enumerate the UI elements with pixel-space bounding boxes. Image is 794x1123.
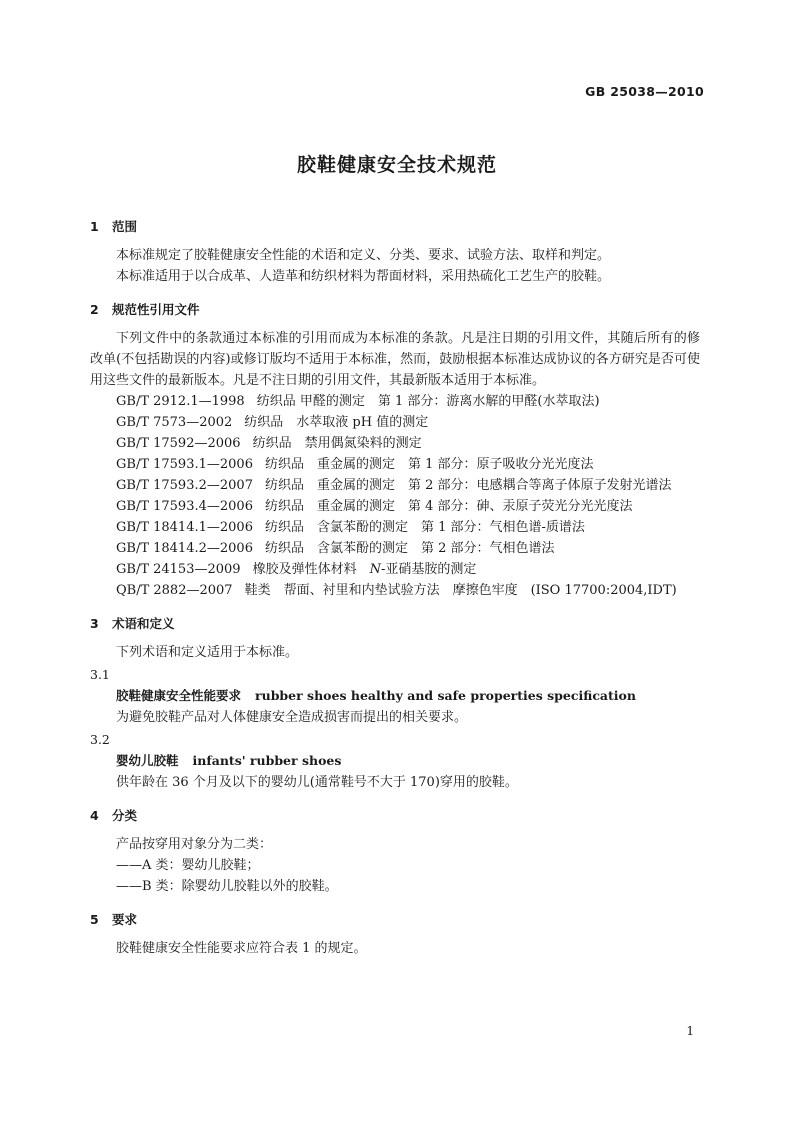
term-zh: 婴幼儿胶鞋 [116, 753, 179, 768]
reference-code: QB/T 2882—2007 [116, 583, 233, 598]
reference-code: GB/T 17593.2—2007 [116, 478, 253, 493]
page-number: 1 [686, 1024, 694, 1038]
reference-title [253, 562, 477, 577]
reference-title: 纺织品 甲醛的测定 第 1 部分：游离水解的甲醛(水萃取法) [256, 394, 600, 409]
reference-item [90, 412, 700, 433]
term-zh: 胶鞋健康安全性能要求 [116, 688, 242, 703]
subsection-number: 3.2 [90, 732, 110, 747]
document-body [90, 216, 700, 959]
paragraph: 产品按穿用对象分为二类： [116, 837, 273, 852]
reference-title: 鞋类 帮面、衬里和内垫试验方法 摩擦色牢度 (ISO 17700:2004,IDT) [244, 583, 677, 598]
reference-title-part: -亚硝基胺的测定 [380, 562, 477, 577]
document-title: 胶鞋健康安全技术规范 [296, 154, 497, 176]
list-item: ——A 类：婴幼儿胶鞋； [116, 858, 260, 873]
paragraph: 胶鞋健康安全性能要求应符合表 1 的规定。 [116, 941, 367, 956]
reference-code: GB/T 24153—2009 [116, 562, 241, 577]
reference-item [90, 433, 700, 454]
reference-code: GB/T 17593.4—2006 [116, 499, 253, 514]
reference-title: 纺织品 水萃取液 pH 值的测定 [244, 415, 429, 430]
reference-item [90, 580, 700, 601]
standard-number: GB 25038—2010 [585, 84, 704, 99]
section-number: 2 [90, 302, 99, 317]
section-heading-terms-definitions [90, 613, 700, 635]
term-en: rubber shoes healthy and safe properties specification [255, 688, 636, 703]
term-entry [90, 750, 700, 772]
term-definition: 为避免胶鞋产品对人体健康安全造成损害而提出的相关要求。 [116, 710, 468, 725]
paragraph: 本标准适用于以合成革、人造革和纺织材料为帮面材料，采用热硫化工艺生产的胶鞋。 [116, 269, 611, 284]
paragraph: 下列文件中的条款通过本标准的引用而成为本标准的条款。凡是注日期的引用文件，其随后所有的修改单(不包括勘误的内容)或修订版均不适用于本标准，然而，鼓励根据本标准达成协议的各方研究是否可使用这些文件的最新版本。凡是不注日期的引用文件，其最新版本适用于本标准。 [90, 331, 700, 388]
reference-code: GB/T 2912.1—1998 [116, 394, 245, 409]
section-number: 4 [90, 808, 99, 823]
section-number: 5 [90, 912, 99, 927]
subsection-number: 3.1 [90, 667, 110, 682]
section-title: 术语和定义 [112, 616, 175, 631]
reference-code: GB/T 17592—2006 [116, 436, 241, 451]
term-definition: 供年龄在 36 个月及以下的婴幼儿(通常鞋号不大于 170)穿用的胶鞋。 [116, 775, 518, 790]
reference-title: 纺织品 含氯苯酚的测定 第 2 部分：气相色谱法 [264, 541, 555, 556]
reference-title: 纺织品 重金属的测定 第 2 部分：电感耦合等离子体原子发射光谱法 [264, 478, 672, 493]
section-heading-normative-references [90, 299, 700, 321]
reference-title: 纺织品 重金属的测定 第 1 部分：原子吸收分光光度法 [264, 457, 594, 472]
reference-code: GB/T 7573—2002 [116, 415, 233, 430]
section-title: 分类 [112, 808, 138, 823]
reference-title: 纺织品 重金属的测定 第 4 部分：砷、汞原子荧光分光光度法 [264, 499, 633, 514]
section-title: 要求 [112, 912, 138, 927]
section-number: 1 [90, 219, 99, 234]
reference-item [90, 475, 700, 496]
reference-item [90, 454, 700, 475]
reference-code: GB/T 18414.1—2006 [116, 520, 253, 535]
reference-title: 纺织品 禁用偶氮染料的测定 [252, 436, 422, 451]
section-heading-requirements [90, 909, 700, 931]
reference-item [90, 517, 700, 538]
paragraph: 下列术语和定义适用于本标准。 [116, 645, 299, 660]
section-number: 3 [90, 616, 99, 631]
reference-title-part: 橡胶及弹性体材料 [252, 562, 370, 577]
reference-title-italic: N [369, 562, 381, 577]
reference-item [90, 391, 700, 412]
paragraph: 本标准规定了胶鞋健康安全性能的术语和定义、分类、要求、试验方法、取样和判定。 [116, 248, 611, 263]
section-heading-scope [90, 216, 700, 238]
term-entry [90, 685, 700, 707]
section-heading-classification [90, 805, 700, 827]
list-item: ——B 类：除婴幼儿胶鞋以外的胶鞋。 [116, 879, 338, 894]
reference-code: GB/T 18414.2—2006 [116, 541, 253, 556]
reference-title: 纺织品 含氯苯酚的测定 第 1 部分：气相色谱-质谱法 [264, 520, 585, 535]
reference-item [90, 496, 700, 517]
section-title: 规范性引用文件 [112, 302, 200, 317]
term-en: infants' rubber shoes [192, 753, 342, 768]
reference-item [90, 538, 700, 559]
reference-code: GB/T 17593.1—2006 [116, 457, 253, 472]
reference-item [90, 559, 700, 580]
section-title: 范围 [112, 219, 138, 234]
